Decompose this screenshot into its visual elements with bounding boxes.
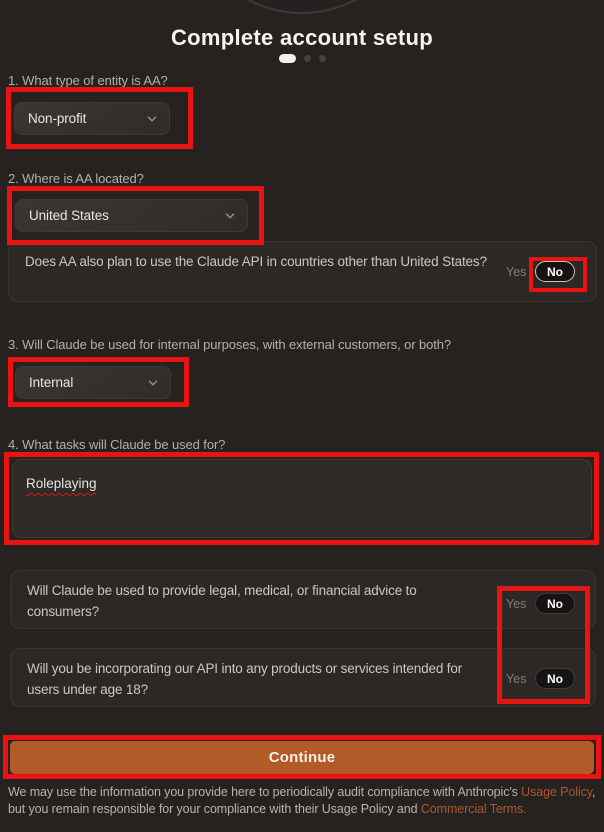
chevron-down-icon [224, 210, 236, 222]
chevron-down-icon [147, 377, 159, 389]
footer-text-period: . [523, 801, 527, 816]
location-label: 2. Where is AA located? [8, 171, 144, 186]
tasks-textarea[interactable] [12, 459, 592, 538]
compliance-footer [8, 784, 598, 817]
progress-dot [319, 55, 326, 62]
footer-text: , but you remain responsible for your compliance with their Usage Policy and [8, 785, 596, 816]
usage-type-dropdown[interactable] [15, 366, 171, 399]
advice-question: Will Claude be used to provide legal, medical, or financial advice to consumers? [27, 583, 417, 619]
other-countries-question: Does AA also plan to use the Claude API in countries other than United States? [25, 254, 487, 269]
entity-type-value: Non-profit [28, 111, 87, 126]
tasks-label: 4. What tasks will Claude be used for? [8, 437, 226, 452]
minors-yes-option[interactable]: Yes [506, 672, 527, 686]
chevron-down-icon [146, 113, 158, 125]
progress-dot-active [279, 54, 296, 63]
other-countries-no-option[interactable]: No [535, 261, 575, 282]
location-dropdown[interactable] [15, 199, 248, 232]
usage-policy-link[interactable]: Usage Policy [521, 785, 592, 799]
advice-yes-option[interactable]: Yes [506, 597, 527, 611]
location-value: United States [29, 208, 109, 223]
footer-text: We may use the information you provide here to periodically audit compliance with Anthropic's [8, 785, 522, 799]
progress-dot [304, 55, 311, 62]
tasks-value: Roleplaying [26, 476, 97, 491]
continue-button[interactable]: Continue [10, 741, 594, 774]
commercial-terms-link[interactable]: Commercial Terms [420, 801, 524, 816]
page-title: Complete account setup [170, 25, 434, 50]
usage-type-label: 3. Will Claude be used for internal purposes, with external customers, or both? [8, 337, 451, 352]
advice-no-option[interactable]: No [535, 593, 575, 614]
usage-type-value: Internal [29, 375, 74, 390]
logo-circle [185, 0, 419, 14]
entity-type-label: 1. What type of entity is AA? [8, 73, 168, 88]
minors-no-option[interactable]: No [535, 668, 575, 689]
entity-type-dropdown[interactable] [14, 102, 170, 135]
minors-question: Will you be incorporating our API into any products or services intended for users under age 18? [27, 661, 463, 697]
other-countries-yes-option[interactable]: Yes [506, 265, 527, 279]
progress-indicator [0, 54, 604, 63]
